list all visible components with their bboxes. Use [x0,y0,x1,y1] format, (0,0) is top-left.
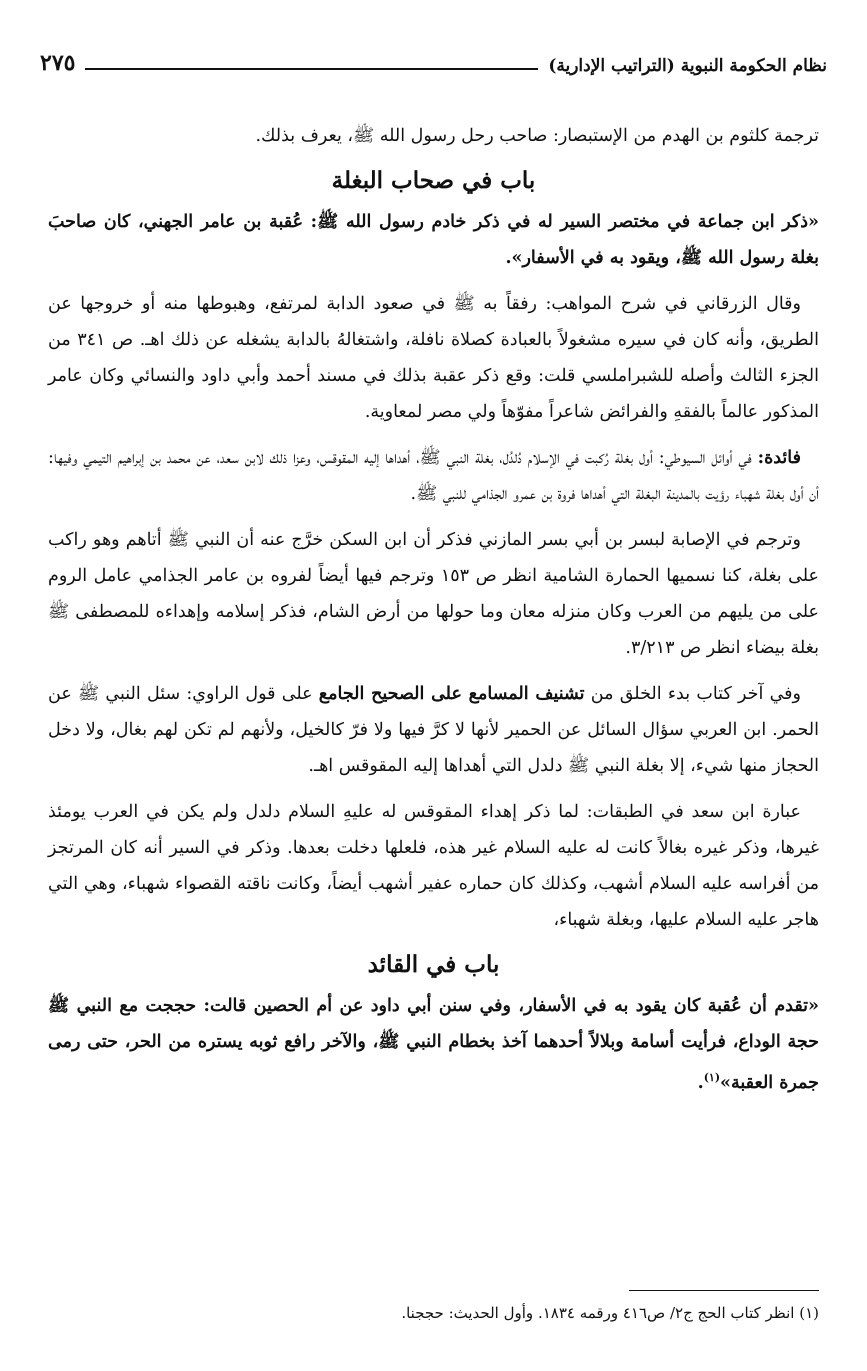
section-heading-leader: باب في القائد [367,951,500,978]
section-heading-mule: باب في صحاب البغلة [331,167,536,194]
tashnif-intro: وفي آخر كتاب بدء الخلق من [584,684,801,704]
body-text [48,118,819,1111]
footnote-reference: (١) [703,1071,721,1084]
paragraph-kulthum: ترجمة كلثوم بن الهدم من الإستبصار: صاحب رحل رسول الله ﷺ، يعرف بذلك. [255,126,819,146]
benefit-text: في أوائل السيوطي: أول بغلة رُكبت في الإسلام دُلدُل، بغلة النبي ﷺ، أهداها إليه المقوقس، وعزا ذلك لابن سعد، عن محمد بن إبراهيم التيمي وفيها: أن أول بغلة شهباء رؤيت بالمدينة البغلة التي أهداها فروة بن عمرو الجذامي للنبي ﷺ. [48,448,819,504]
footnote-rule [629,1290,819,1291]
tashnif-text: على قول الراوي: سئل النبي ﷺ عن الحمر. ابن العربي سؤال السائل عن الحمير لأنها لا كرَّ فيها ولا فرّ كالخيل، ولأنهم لم تكن لهم بغال، ولا دخل الحجاز منها شيء، إلا بغلة النبي ﷺ دلدل التي أهداها إليه المقوقس اهـ. [48,684,819,776]
benefit-label: فائدة: [757,448,801,468]
quote-ibn-jamaa: «ذكر ابن جماعة في مختصر السير له في ذكر خادم رسول الله ﷺ: عُقبة بن عامر الجهني، كان صاحبَ بغلة رسول الله ﷺ، ويقود به في الأسفار». [48,212,819,268]
quote-abu-dawud [48,988,819,1101]
paragraph-tashnif [48,676,819,784]
paragraph-isaba: وترجم في الإصابة لبسر بن أبي بسر المازني فذكر أن ابن السكن خرَّج عنه أن النبي ﷺ أتاهم وهو راكب على بغلة، كنا نسميها الحمارة الشامية انظر ص ١٥٣ وترجم فيها أيضاً لفروه بن عامر الجذامي عامل الروم على من يليهم من العرب وكان منزله معان وما حولها من أرض الشام، فذكر إسلامه وإهداءه للمصطفى ﷺ بغلة بيضاء انظر ص ٣/٢١٣. [48,530,819,658]
paragraph-ibn-saad: عبارة ابن سعد في الطبقات: لما ذكر إهداء المقوقس له عليهِ السلام دلدل ولم يكن في العرب يومئذ غيرها، وذكر غيره بغالاً كانت له عليه السلام غير هذه، فلعلها دخلت بعدها. وذكر في السير أنه كان المرتجز من أفراسه عليه السلام أشهب، وكذلك كان حماره عفير أشهب أيضاً، وكانت ناقته القصواء شهباء، وهي التي هاجر عليه السلام عليها، وبغلة شهباء، [48,802,819,930]
tashnif-book-title: تشنيف المسامع على الصحيح الجامع [318,684,585,704]
page-number: ٢٧٥ [40,50,76,76]
header-rule [85,68,538,70]
footnote: (١) انظر كتاب الحج ج٢/ ص٤١٦ ورقمه ١٨٣٤. وأول الحديث: حججنا. [401,1304,819,1322]
page-header [40,42,827,76]
running-title: نظام الحكومة النبوية (التراتيب الإدارية) [548,56,827,76]
paragraph-benefit [48,440,819,512]
quote-abu-dawud-text: «تقدم أن عُقبة كان يقود به في الأسفار، وفي سنن أبي داود عن أم الحصين قالت: حججت مع النبي ﷺ حجة الوداع، فرأيت أسامة وبلالاً أحدهما آخذ بخطام النبي ﷺ، والآخر رافع ثوبه يستره من الحر، حتى رمى جمرة العقبة» [48,996,819,1093]
paragraph-zurqani: وقال الزرقاني في شرح المواهب: رفقاً به ﷺ في صعود الدابة لمرتفع، وهبوطها منه أو خروجها عن الطريق، وأنه كان في سيره مشغولاً بالعبادة كصلاة نافلة، واشتغالهُ بالدابة يشغله عن ذلك اهـ. ص ٣٤١ من الجزء الثالث وأصله للشبراملسي قلت: وقع ذكر عقبة بذلك في مسند أحمد وأبي داود والنسائي وكان عامر المذكور عالماً بالفقهِ والفرائض شاعراً مفوّهاً ولي مصر لمعاوية. [48,294,820,422]
quote-end-mark: . [697,1072,704,1093]
